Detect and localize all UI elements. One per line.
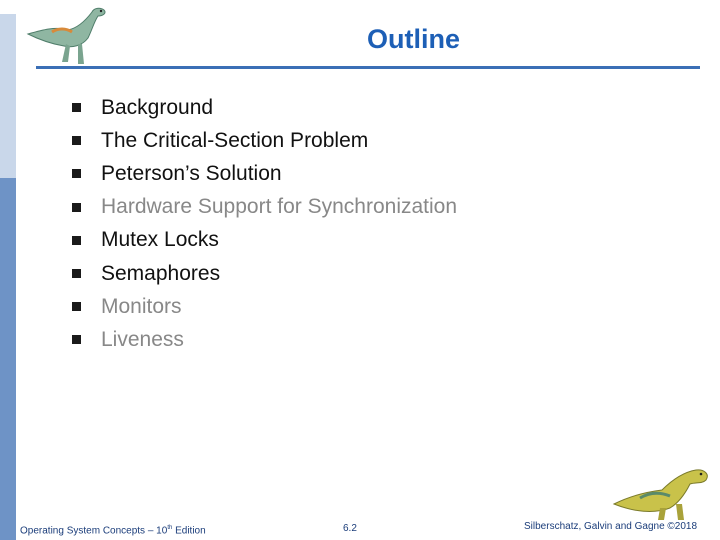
footer-book-title-end: Edition (172, 525, 206, 537)
list-item (72, 91, 457, 124)
list-item (72, 224, 457, 257)
list-item (72, 157, 457, 190)
footer-book-title-main: Operating System Concepts – 10 (20, 525, 168, 537)
list-item (72, 257, 457, 290)
list-item-text: Mutex Locks (101, 228, 219, 252)
square-bullet-icon (72, 335, 81, 344)
list-item (72, 290, 457, 323)
list-item-text: Hardware Support for Synchronization (101, 195, 458, 219)
list-item (72, 323, 457, 356)
outline-list (72, 91, 457, 357)
left-accent-bar (0, 0, 16, 540)
square-bullet-icon (72, 269, 81, 278)
page-number: 6.2 (343, 523, 357, 534)
dinosaur-icon (22, 4, 114, 70)
list-item (72, 124, 457, 157)
list-item-text: Peterson’s Solution (101, 161, 282, 185)
square-bullet-icon (72, 203, 81, 212)
list-item-text: Liveness (101, 327, 184, 351)
square-bullet-icon (72, 103, 81, 112)
list-item-text: Semaphores (101, 261, 221, 285)
square-bullet-icon (72, 169, 81, 178)
footer-book-title-sup: th (167, 525, 173, 531)
title-divider (36, 66, 700, 69)
square-bullet-icon (72, 302, 81, 311)
list-item (72, 191, 457, 224)
list-item-text: Background (101, 95, 214, 119)
square-bullet-icon (72, 136, 81, 145)
list-item-text: The Critical-Section Problem (101, 128, 369, 152)
footer-copyright: Silberschatz, Galvin and Gagne ©2018 (524, 521, 698, 532)
page-title: Outline (367, 24, 460, 54)
footer-book-title (20, 525, 206, 536)
list-item-text: Monitors (101, 294, 182, 318)
dinosaur-icon (610, 462, 716, 522)
square-bullet-icon (72, 236, 81, 245)
